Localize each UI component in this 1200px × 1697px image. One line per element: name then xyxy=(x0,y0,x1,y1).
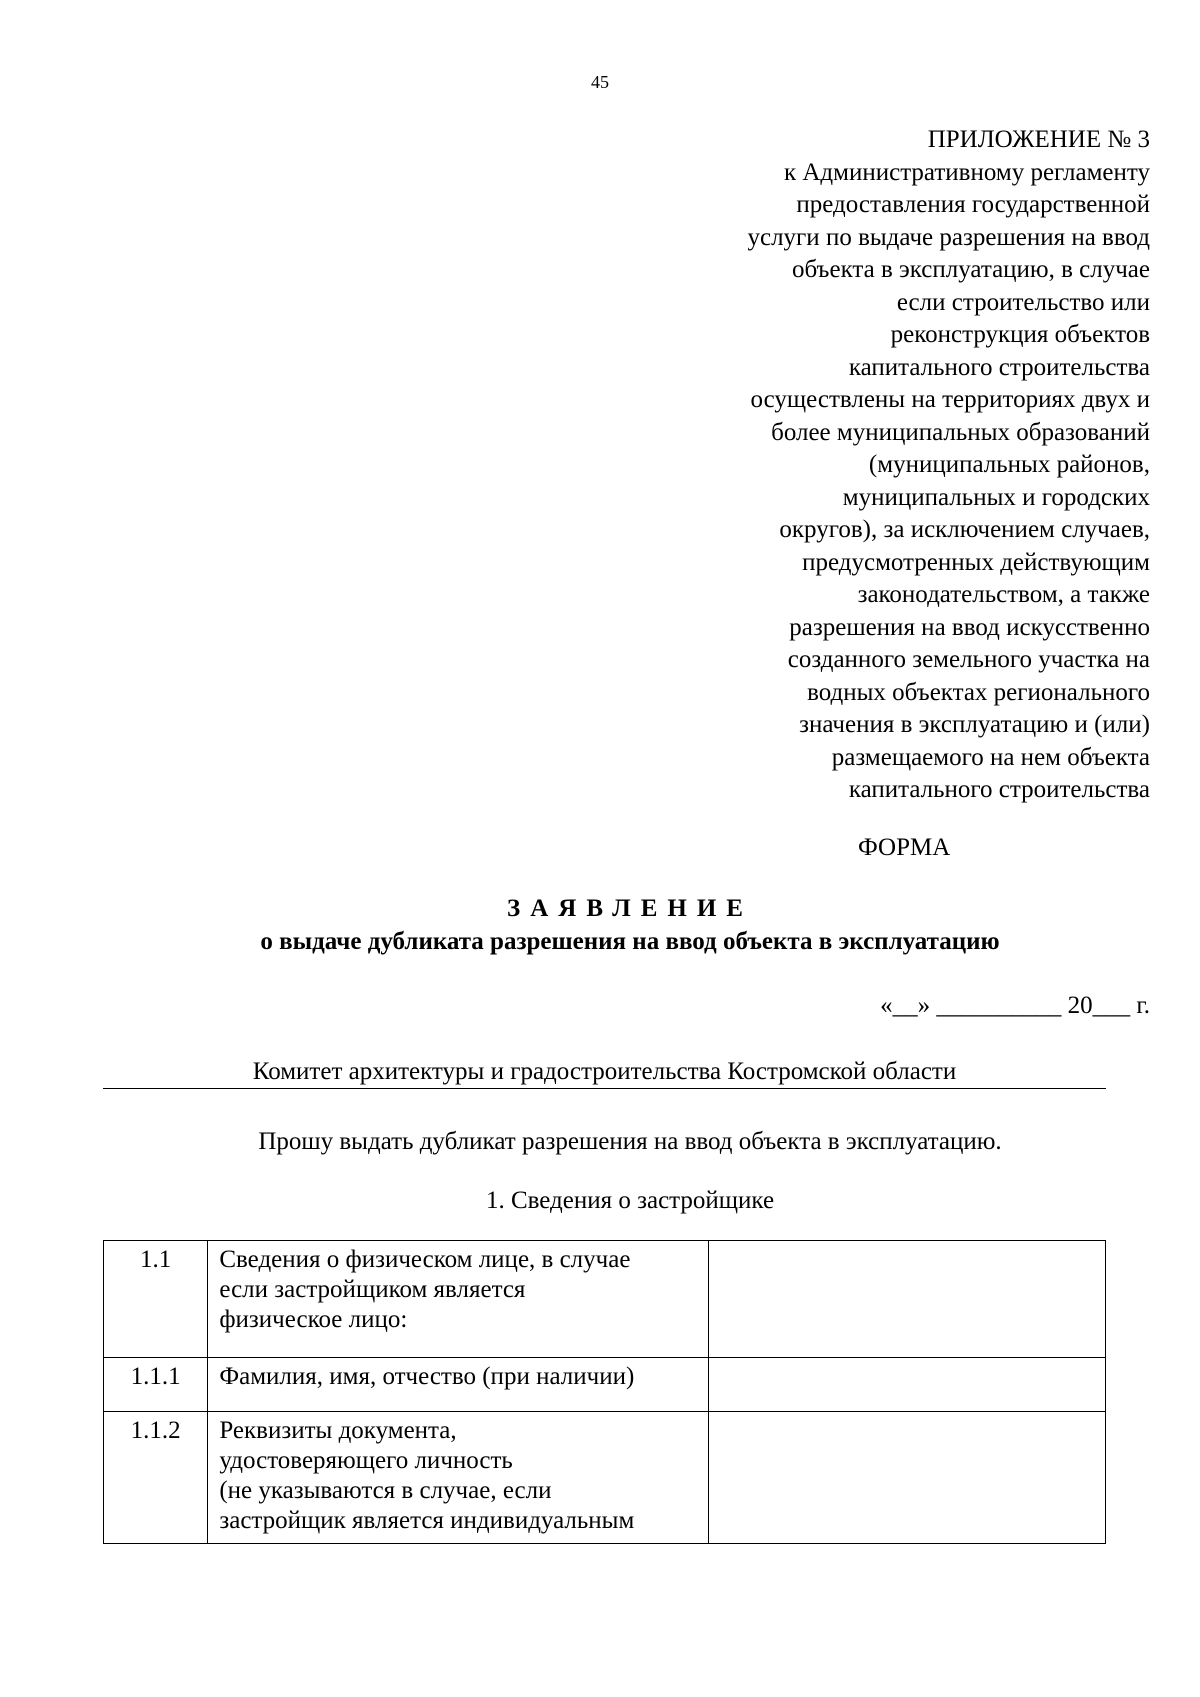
appendix-line: если строительство или xyxy=(896,288,1150,316)
appendix-line: значения в эксплуатацию и (или) xyxy=(799,711,1150,738)
table-row xyxy=(104,1412,1106,1544)
appendix-line: (муниципальных районов, xyxy=(868,451,1150,478)
row-value-cell[interactable] xyxy=(709,1412,1106,1544)
description-line: Реквизиты документа, xyxy=(219,1417,457,1444)
page-number: 45 xyxy=(591,72,609,92)
authority-field[interactable]: Комитет архитектуры и градостроительства Костромской области xyxy=(103,1058,1106,1089)
row-number: 1.1 xyxy=(104,1241,208,1358)
appendix-line: услуги по выдаче разрешения на ввод xyxy=(747,223,1150,251)
appendix-header xyxy=(590,124,1150,807)
appendix-line: округов), за исключением случаев, xyxy=(779,516,1150,543)
section-heading: 1. Сведения о застройщике xyxy=(485,1187,775,1214)
request-text: Прошу выдать дубликат разрешения на ввод объекта в эксплуатацию. xyxy=(258,1128,1002,1155)
row-number: 1.1.2 xyxy=(104,1412,208,1544)
description-line: если застройщиком является xyxy=(219,1276,526,1303)
description-line: Сведения о физическом лице, в случае xyxy=(219,1246,631,1273)
appendix-line: размещаемого на нем объекта xyxy=(831,743,1150,771)
row-description xyxy=(208,1412,709,1544)
appendix-line: капитального строительства xyxy=(848,776,1150,803)
appendix-line: созданного земельного участка на xyxy=(787,646,1150,673)
description-line: застройщик является индивидуальным xyxy=(219,1507,635,1534)
appendix-line: объекта в эксплуатацию, в случае xyxy=(791,256,1150,283)
appendix-title: ПРИЛОЖЕНИЕ № 3 xyxy=(927,126,1150,153)
appendix-line: водных объектах регионального xyxy=(807,678,1150,706)
appendix-line: муниципальных и городских xyxy=(842,483,1150,511)
appendix-line: разрешения на ввод искусственно xyxy=(789,613,1150,641)
row-number: 1.1.1 xyxy=(104,1358,208,1412)
table-row xyxy=(104,1358,1106,1412)
row-value-cell[interactable] xyxy=(709,1241,1106,1358)
row-description xyxy=(208,1358,709,1412)
statement-title: ЗАЯВЛЕНИЕ xyxy=(507,895,753,922)
applicant-info-table xyxy=(103,1240,1106,1544)
appendix-line: осуществлены на территориях двух и xyxy=(750,386,1150,413)
table-row xyxy=(104,1241,1106,1358)
description-line: удостоверяющего личность xyxy=(219,1447,513,1474)
appendix-line: предусмотренных действующим xyxy=(802,548,1150,576)
statement-subtitle: о выдаче дубликата разрешения на ввод объекта в эксплуатацию xyxy=(260,928,1000,955)
description-line: Фамилия, имя, отчество (при наличии) xyxy=(219,1363,635,1390)
form-label: ФОРМА xyxy=(858,834,951,861)
row-description xyxy=(208,1241,709,1358)
appendix-line: предоставления государственной xyxy=(796,191,1150,218)
date-field[interactable]: «__» __________ 20___ г. xyxy=(880,992,1150,1019)
description-line: физическое лицо: xyxy=(219,1306,408,1333)
appendix-line: более муниципальных образований xyxy=(771,418,1150,446)
appendix-line: законодательством, а также xyxy=(857,581,1150,608)
row-value-cell[interactable] xyxy=(709,1358,1106,1412)
appendix-line: реконструкция объектов xyxy=(890,321,1150,348)
description-line: (не указываются в случае, если xyxy=(219,1477,552,1504)
appendix-line: к Административному регламенту xyxy=(783,158,1150,186)
appendix-line: капитального строительства xyxy=(848,353,1150,381)
